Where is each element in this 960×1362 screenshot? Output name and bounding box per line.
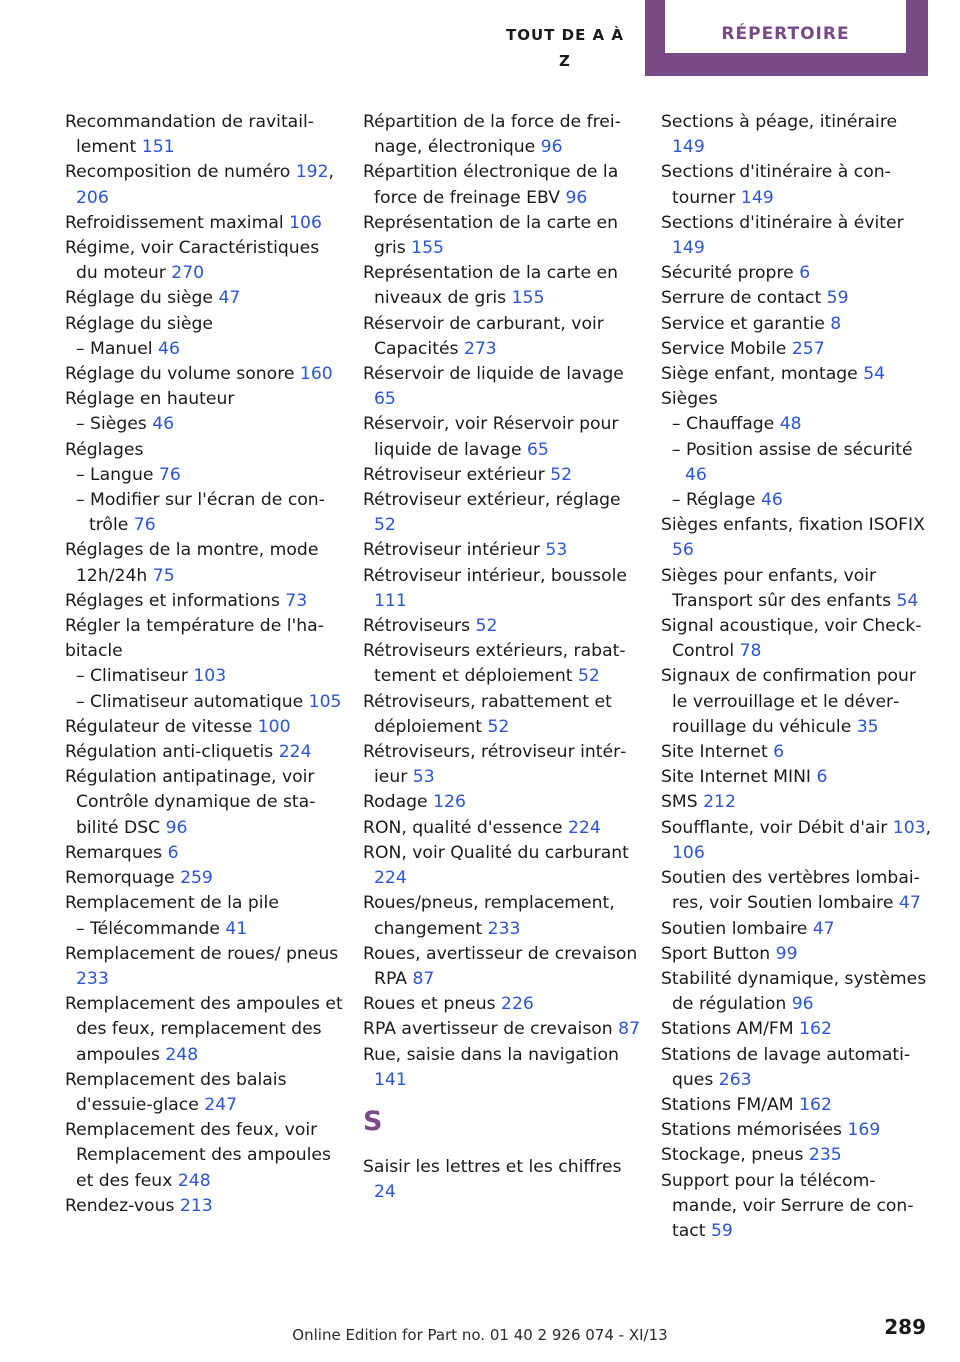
- index-entry: [661, 362, 933, 387]
- entry-term: Réservoir, voir Réservoir pour liquide de lavage: [363, 414, 619, 460]
- index-subentry: [661, 438, 933, 488]
- page-link[interactable]: 105: [308, 691, 342, 712]
- entry-term: Soutien des vertèbres lombaires, voir Soutien lombaire: [661, 868, 920, 914]
- entry-term: Roues et pneus: [363, 994, 502, 1015]
- page-link[interactable]: 206: [76, 187, 109, 208]
- index-subentry: [65, 412, 345, 437]
- index-entry: [363, 110, 643, 160]
- entry-term: Stations FM/AM: [661, 1094, 800, 1115]
- entry-term: Siège enfant, montage: [661, 364, 864, 385]
- page-link[interactable]: 103: [892, 817, 926, 838]
- entry-term: Refroidissement maximal: [65, 212, 290, 233]
- page-link[interactable]: 6: [167, 842, 179, 863]
- entry-term: RON, voir Qualité du carburant: [363, 842, 629, 863]
- index-entry: [363, 160, 643, 210]
- index-entry: [661, 942, 933, 967]
- index-entry: [363, 312, 643, 362]
- page-link[interactable]: 96: [791, 994, 814, 1015]
- index-entry: [661, 614, 933, 664]
- entry-term: Remplacement des balais d'essuie-glace: [65, 1069, 287, 1115]
- index-entry: [363, 1155, 643, 1205]
- page-link[interactable]: 53: [412, 767, 435, 788]
- index-entry: [65, 740, 345, 765]
- entry-term: RON, qualité d'essence: [363, 817, 568, 838]
- page-link[interactable]: 235: [808, 1145, 842, 1166]
- page-link[interactable]: 149: [672, 238, 705, 259]
- entry-term: Régler la température de l'habitacle: [65, 616, 324, 662]
- entry-term: Régulation anti-cliquetis: [65, 742, 279, 763]
- entry-term: Représentation de la carte en niveaux de gris: [363, 263, 619, 309]
- page-link[interactable]: 6: [773, 742, 785, 763]
- index-entry: [65, 538, 345, 588]
- page-link[interactable]: 100: [257, 716, 291, 737]
- entry-term: Répartition de la force de freinage, électronique: [363, 112, 621, 158]
- entry-term: Roues, avertisseur de crevaison RPA: [363, 943, 638, 989]
- page-link[interactable]: 162: [799, 1094, 832, 1115]
- entry-term: Rétroviseur intérieur, boussole: [363, 565, 627, 586]
- index-subentry: [65, 664, 345, 689]
- page-link[interactable]: 226: [501, 994, 534, 1015]
- page-link[interactable]: 96: [565, 187, 588, 208]
- index-entry: [661, 765, 933, 790]
- index-entry: [661, 564, 933, 614]
- entry-term: Remarques: [65, 842, 168, 863]
- index-entry: [65, 362, 345, 387]
- index-entry: [661, 513, 933, 563]
- page-link[interactable]: 87: [412, 968, 435, 989]
- entry-term: Stockage, pneus: [661, 1145, 809, 1166]
- index-entry: Soufflante, voir Débit d'air 103, 106: [661, 817, 932, 863]
- entry-term: Stations de lavage automatiques: [661, 1044, 911, 1090]
- page-link[interactable]: 59: [826, 288, 849, 309]
- page-link[interactable]: 47: [812, 918, 835, 939]
- index-entry: [661, 1093, 933, 1118]
- index-entry: [661, 967, 933, 1017]
- index-entry: [65, 438, 345, 463]
- entry-term: Roues/pneus, remplacement, changement: [363, 893, 615, 939]
- entry-term: Rendez-vous: [65, 1195, 180, 1216]
- entry-term: Recommandation de ravitaillement: [65, 112, 314, 158]
- page-link[interactable]: 248: [165, 1044, 199, 1065]
- entry-term: Réservoir de liquide de lavage: [363, 364, 624, 385]
- index-entry: [65, 387, 345, 412]
- entry-term: Rétroviseurs extérieurs, rabattement et déploiement: [363, 641, 626, 687]
- index-entry: [661, 1017, 933, 1042]
- index-entry: [661, 790, 933, 815]
- page-link[interactable]: 141: [374, 1069, 407, 1090]
- index-subentry: [65, 690, 345, 715]
- index-column-3: [661, 110, 933, 1244]
- chapter-tab: [645, 0, 928, 76]
- entry-term: Remorquage: [65, 868, 181, 889]
- page-link[interactable]: 160: [299, 364, 333, 385]
- index-entry: [661, 1118, 933, 1143]
- index-entry: [65, 942, 345, 992]
- index-entry: [65, 614, 345, 664]
- entry-term: Représentation de la carte en gris: [363, 212, 619, 259]
- page-link[interactable]: 151: [141, 137, 175, 158]
- page-link[interactable]: 224: [278, 742, 312, 763]
- page-link[interactable]: 273: [463, 338, 497, 359]
- entry-term: Remplacement des ampoules et des feux, remplacement des ampoules: [65, 994, 343, 1065]
- entry-term: Soufflante, voir Débit d'air: [661, 817, 893, 838]
- entry-term: Rétroviseur extérieur: [363, 464, 551, 485]
- page-link[interactable]: 54: [863, 364, 886, 385]
- index-entry: [363, 412, 643, 462]
- index-entry: [661, 286, 933, 311]
- index-entry: [363, 639, 643, 689]
- entry-term: SMS: [661, 792, 704, 813]
- page-link[interactable]: 103: [193, 666, 227, 687]
- page-link[interactable]: 87: [618, 1019, 641, 1040]
- page-link[interactable]: 224: [374, 868, 407, 889]
- entry-term: Rétroviseurs, rétroviseur intérieur: [363, 742, 627, 788]
- index-subentry: [65, 337, 345, 362]
- index-entry: [363, 614, 643, 639]
- index-subentry: [661, 412, 933, 437]
- entry-term: Rétroviseur intérieur: [363, 540, 546, 561]
- index-entry: [363, 538, 643, 563]
- index-entry: [65, 1118, 345, 1194]
- entry-term: Saisir les lettres et les chiffres: [363, 1156, 622, 1177]
- index-entry: [661, 740, 933, 765]
- page-link[interactable]: 75: [152, 565, 175, 586]
- index-entry: [363, 891, 643, 941]
- entry-term: Rétroviseurs: [363, 616, 476, 637]
- page-link[interactable]: 52: [577, 666, 600, 687]
- page-link[interactable]: 224: [568, 817, 601, 838]
- index-entry: [661, 337, 933, 362]
- page-link[interactable]: 52: [550, 464, 573, 485]
- entry-term: Support pour la télécommande, voir Serrure de contact: [661, 1170, 914, 1241]
- entry-term: Rétroviseurs, rabattement et déploiement: [363, 691, 612, 737]
- entry-term: – Modifier sur l'écran de contrôle: [76, 490, 325, 536]
- entry-term: Soutien lombaire: [661, 918, 813, 939]
- entry-term: – Télécommande: [76, 918, 226, 939]
- entry-term: Réservoir de carburant, voir Capacités: [363, 313, 604, 359]
- index-subentry: [65, 917, 345, 942]
- page-link[interactable]: 78: [739, 641, 762, 662]
- index-entry: [363, 992, 643, 1017]
- index-entry: [65, 211, 345, 236]
- entry-term: Sport Button: [661, 943, 776, 964]
- entry-term: Réglages de la montre, mode 12h/24h: [65, 540, 319, 586]
- index-entry: [363, 488, 643, 538]
- index-entry: [363, 564, 643, 614]
- page-link[interactable]: 106: [672, 842, 705, 863]
- index-entry: [661, 917, 933, 942]
- chapter-tab-label: RÉPERTOIRE: [665, 0, 906, 53]
- index-entry: [661, 387, 933, 412]
- entry-term: RPA avertisseur de crevaison: [363, 1019, 619, 1040]
- entry-term: Rétroviseur extérieur, réglage: [363, 490, 621, 511]
- page-link[interactable]: 48: [779, 414, 802, 435]
- index-entry: [65, 589, 345, 614]
- index-entry: [65, 891, 345, 916]
- page-link[interactable]: 149: [672, 137, 705, 158]
- index-entry: [65, 765, 345, 841]
- index-entry: [661, 664, 933, 740]
- page-link[interactable]: 53: [545, 540, 568, 561]
- entry-term: Sièges enfants, fixation ISOFIX: [661, 515, 925, 536]
- page-link[interactable]: 47: [898, 893, 921, 914]
- entry-term: Site Internet MINI: [661, 767, 817, 788]
- page-link[interactable]: 99: [775, 943, 798, 964]
- page-link[interactable]: 155: [411, 238, 444, 259]
- page-number: 289: [884, 1315, 926, 1339]
- index-entry: [661, 1043, 933, 1093]
- entry-term: – Manuel: [76, 338, 159, 359]
- page-link[interactable]: 213: [179, 1195, 213, 1216]
- index-entry: [65, 312, 345, 337]
- entry-term: Remplacement de la pile: [65, 893, 279, 914]
- index-entry: [363, 740, 643, 790]
- page-link[interactable]: 248: [177, 1170, 211, 1191]
- entry-term: – Réglage: [672, 490, 761, 511]
- page-link[interactable]: 24: [374, 1182, 396, 1203]
- page-link[interactable]: 52: [487, 716, 510, 737]
- index-entry: [661, 1169, 933, 1245]
- page-link[interactable]: 126: [433, 792, 466, 813]
- index-entry: [661, 866, 933, 916]
- page-link[interactable]: 233: [487, 918, 521, 939]
- page-link[interactable]: 41: [225, 918, 248, 939]
- entry-term: Sections d'itinéraire à éviter: [661, 212, 904, 233]
- page-link[interactable]: 263: [718, 1069, 752, 1090]
- index-column-1: [65, 110, 345, 1219]
- index-entry: [363, 841, 643, 891]
- entry-term: Service et garantie: [661, 313, 831, 334]
- index-entry: [661, 312, 933, 337]
- page-link[interactable]: 46: [760, 490, 783, 511]
- index-entry: [65, 715, 345, 740]
- page-link[interactable]: 169: [847, 1120, 881, 1141]
- index-entry: [65, 1194, 345, 1219]
- entry-term: Service Mobile: [661, 338, 792, 359]
- page-link[interactable]: 270: [171, 263, 205, 284]
- index-entry: [363, 211, 643, 261]
- index-entry: [65, 992, 345, 1068]
- entry-term: Sièges pour enfants, voir Transport sûr des enfants: [661, 565, 897, 611]
- index-entry: [65, 1068, 345, 1118]
- page-link[interactable]: 76: [158, 464, 181, 485]
- page-link[interactable]: 73: [285, 590, 308, 611]
- index-entry: [65, 866, 345, 891]
- index-entry: [65, 110, 345, 160]
- index-subentry: [65, 488, 345, 538]
- index-entry: [661, 110, 933, 160]
- page-link[interactable]: 46: [158, 338, 180, 359]
- entry-term: Sièges: [661, 389, 718, 410]
- page-link[interactable]: 46: [152, 414, 175, 435]
- index-column-2: [363, 110, 643, 1205]
- entry-term: – Climatiseur automatique: [76, 691, 309, 712]
- entry-term: Réglages et informations: [65, 590, 286, 611]
- entry-term: Rue, saisie dans la navigation: [363, 1044, 619, 1065]
- entry-term: Réglages: [65, 439, 144, 460]
- index-entry: [363, 261, 643, 311]
- index-entry: [65, 286, 345, 311]
- index-entry: [363, 1017, 643, 1042]
- entry-term: Sécurité propre: [661, 263, 800, 284]
- index-entry: [363, 790, 643, 815]
- page-link[interactable]: 6: [816, 767, 828, 788]
- entry-term: Stations AM/FM: [661, 1019, 800, 1040]
- index-entry: [363, 362, 643, 412]
- index-letter-heading: S: [363, 1105, 383, 1137]
- index-entry: [363, 690, 643, 740]
- entry-term: Rodage: [363, 792, 434, 813]
- entry-term: Sections d'itinéraire à contourner: [661, 162, 891, 208]
- page-link[interactable]: 155: [511, 288, 545, 309]
- page-link[interactable]: 257: [791, 338, 825, 359]
- index-entry: [65, 841, 345, 866]
- entry-term: Réglage en hauteur: [65, 389, 235, 410]
- page-link[interactable]: 111: [374, 590, 407, 611]
- page-link[interactable]: 233: [76, 968, 109, 989]
- entry-term: – Langue: [76, 464, 159, 485]
- page-link[interactable]: 52: [475, 616, 498, 637]
- page-link[interactable]: 46: [685, 464, 707, 485]
- page-link[interactable]: 212: [703, 792, 736, 813]
- page-link[interactable]: 192: [295, 162, 329, 183]
- index-entry: [363, 816, 643, 841]
- entry-term: Réglage du siège: [65, 288, 219, 309]
- page-link[interactable]: 52: [374, 515, 396, 536]
- page-link[interactable]: 56: [672, 540, 694, 561]
- entry-term: Stabilité dynamique, systèmes de régulation: [661, 968, 927, 1015]
- entry-term: – Climatiseur: [76, 666, 194, 687]
- entry-term: – Chauffage: [672, 414, 780, 435]
- page-link[interactable]: 76: [133, 515, 156, 536]
- page-link[interactable]: 149: [740, 187, 774, 208]
- entry-term: – Position assise de sécurité: [672, 439, 913, 460]
- entry-term: Répartition électronique de la force de freinage EBV: [363, 162, 619, 208]
- entry-term: Régulateur de vitesse: [65, 716, 258, 737]
- index-entry: [661, 160, 933, 210]
- entry-term: Serrure de contact: [661, 288, 827, 309]
- index-subentry: [661, 488, 933, 513]
- index-entry: [363, 942, 643, 992]
- index-entry: [661, 211, 933, 261]
- page-link[interactable]: 247: [204, 1094, 238, 1115]
- page-link[interactable]: 54: [896, 590, 919, 611]
- entry-term: Site Internet: [661, 742, 774, 763]
- index-entry: [661, 1143, 933, 1168]
- entry-term: Sections à péage, itinéraire: [661, 112, 898, 132]
- page-link[interactable]: 6: [799, 263, 811, 284]
- section-title: TOUT DE A À Z: [506, 26, 624, 70]
- entry-term: Remplacement des feux, voir Remplacement des ampoules et des feux: [65, 1120, 331, 1191]
- page-link[interactable]: 96: [540, 137, 563, 158]
- page-link[interactable]: 162: [799, 1019, 832, 1040]
- index-entry: [363, 463, 643, 488]
- entry-term: Régime, voir Caractéristiques du moteur: [65, 238, 320, 284]
- entry-term: Réglage du volume sonore: [65, 364, 300, 385]
- entry-term: Signaux de confirmation pour le verrouillage et le déverrouillage du véhicule: [661, 666, 916, 737]
- index-entry: [363, 1043, 643, 1093]
- entry-term: Signal acoustique, voir Check-Control: [661, 616, 922, 662]
- page-link[interactable]: 106: [289, 212, 322, 233]
- entry-term: – Sièges: [76, 414, 153, 435]
- page-link[interactable]: 259: [180, 868, 213, 889]
- index-entry: [661, 261, 933, 286]
- page-link[interactable]: 59: [710, 1220, 733, 1241]
- page-link[interactable]: 47: [218, 288, 241, 309]
- entry-term: Recomposition de numéro: [65, 162, 296, 183]
- page-link[interactable]: 8: [830, 313, 842, 334]
- page-link[interactable]: 96: [165, 817, 188, 838]
- index-entry: Recomposition de numéro 192, 206: [65, 162, 334, 208]
- page-link[interactable]: 65: [526, 439, 549, 460]
- edition-footer: Online Edition for Part no. 01 40 2 926 074 - XI/13: [292, 1326, 668, 1344]
- entry-term: Régulation antipatinage, voir Contrôle dynamique de stabilité DSC: [65, 767, 316, 838]
- entry-term: Stations mémorisées: [661, 1120, 848, 1141]
- index-subentry: [65, 463, 345, 488]
- page-link[interactable]: 65: [374, 389, 396, 410]
- index-entry: [65, 236, 345, 286]
- entry-term: Remplacement de roues/ pneus: [65, 943, 339, 964]
- entry-term: Réglage du siège: [65, 313, 213, 334]
- page-link[interactable]: 35: [856, 716, 879, 737]
